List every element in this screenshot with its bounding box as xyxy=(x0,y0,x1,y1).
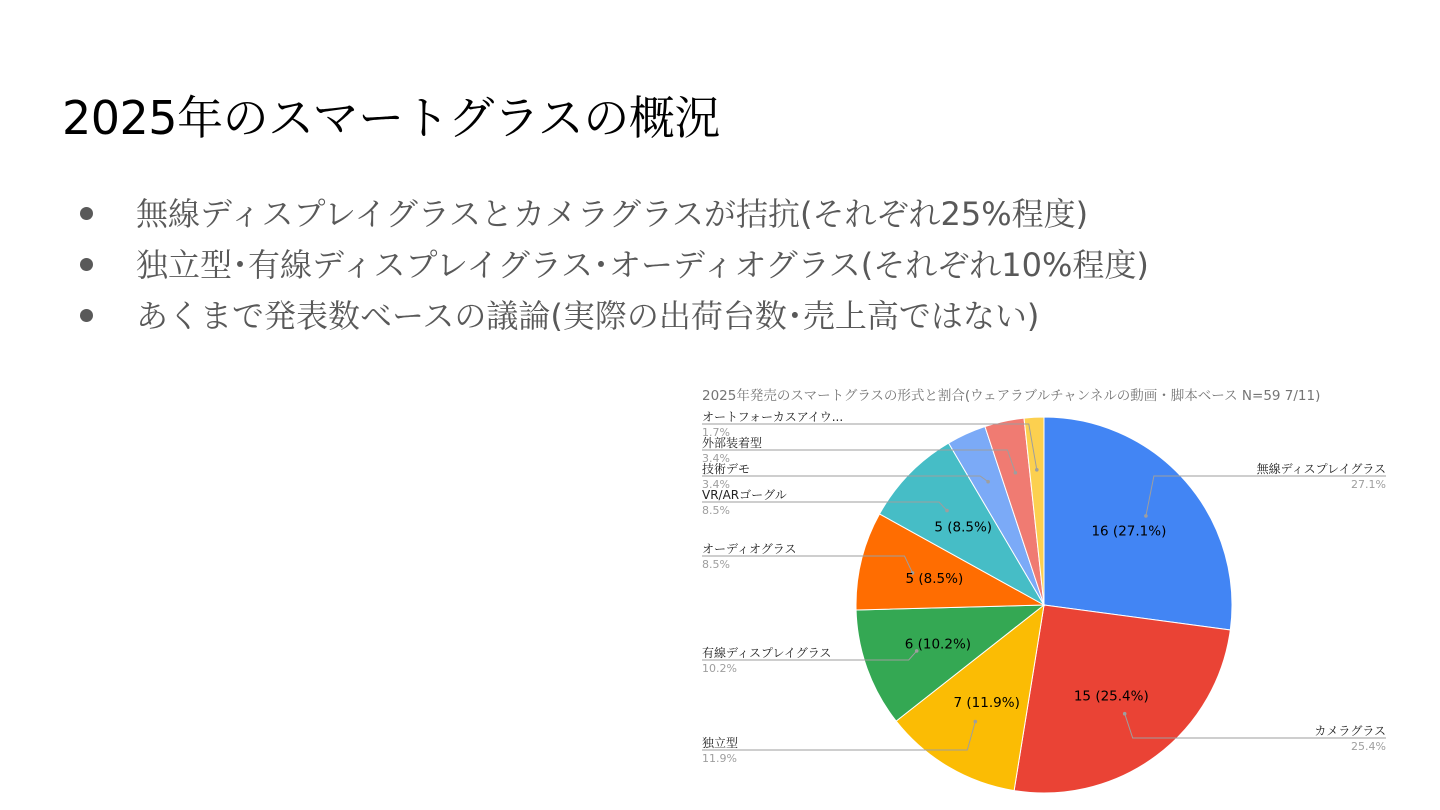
slice-percent-label: 3.4% xyxy=(702,452,730,465)
slice-value-label: 5 (8.5%) xyxy=(905,571,964,588)
slice-category-label: 有線ディスプレイグラス xyxy=(702,646,832,660)
slice-value-label: 7 (11.9%) xyxy=(953,695,1020,712)
pie-chart-svg xyxy=(690,378,1410,804)
bullet-text: あくまで発表数ベースの議論(実際の出荷台数･売上高ではない) xyxy=(136,297,1040,335)
slice-percent-label: 3.4% xyxy=(702,478,730,491)
pie-chart xyxy=(690,378,1410,804)
slice-percent-label: 10.2% xyxy=(702,662,737,675)
bullet-text: 無線ディスプレイグラスとカメラグラスが拮抗(それぞれ25%程度) xyxy=(136,195,1089,233)
slice-value-label: 16 (27.1%) xyxy=(1091,523,1167,540)
slice-value-label: 6 (10.2%) xyxy=(904,636,972,653)
bullet-dot-icon xyxy=(80,258,93,271)
slice-value-label: 15 (25.4%) xyxy=(1073,688,1149,705)
chart-title: 2025年発売のスマートグラスの形式と割合(ウェアラブルチャンネルの動画・脚本ベース N=59 7/11) xyxy=(702,388,1321,404)
slice-percent-label: 8.5% xyxy=(702,558,730,571)
pie-slices xyxy=(856,417,1232,793)
slice-category-label: 無線ディスプレイグラス xyxy=(1256,462,1386,476)
slice-category-label: 外部装着型 xyxy=(702,436,763,450)
slice-category-label: オートフォーカスアイウ... xyxy=(702,410,844,424)
slide-title: 2025年のスマートグラスの概況 xyxy=(62,91,720,145)
slice-category-label: オーディオグラス xyxy=(702,542,797,556)
slice-category-label: 技術デモ xyxy=(702,462,751,476)
slice-percent-label: 25.4% xyxy=(1351,740,1386,753)
bullet-text: 独立型･有線ディスプレイグラス･オーディオグラス(それぞれ10%程度) xyxy=(136,246,1149,284)
slice-percent-label: 1.7% xyxy=(702,426,730,439)
slice-percent-label: 27.1% xyxy=(1351,478,1386,491)
slice-category-label: VR/ARゴーグル xyxy=(702,488,787,502)
slice-category-label: 独立型 xyxy=(702,736,739,750)
bullet-dot-icon xyxy=(80,207,93,220)
slice-value-label: 5 (8.5%) xyxy=(934,519,993,536)
bullet-dot-icon xyxy=(80,309,93,322)
slice-percent-label: 11.9% xyxy=(702,752,737,765)
slice-percent-label: 8.5% xyxy=(702,504,730,517)
slice-category-label: カメラグラス xyxy=(1314,724,1386,738)
